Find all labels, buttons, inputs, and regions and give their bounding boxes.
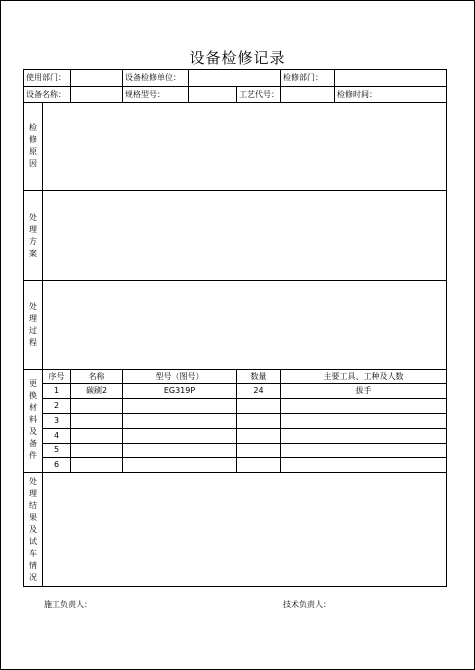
use-department-label: 使用部门：: [26, 73, 66, 82]
technical-lead-label: 技术负责人：: [283, 600, 331, 609]
repair-unit-label: 设备检修单位：: [125, 73, 181, 82]
parts-row-2-no: 2: [53, 401, 60, 410]
section-label-reason: 检修原因: [29, 123, 37, 168]
parts-header-model: 型号（图号）: [155, 372, 204, 381]
section-label-result: 处理结果及试车情况: [29, 477, 37, 582]
parts-row-1-tools: 拔手: [355, 386, 372, 395]
parts-header-name: 名称: [88, 372, 105, 381]
section-label-plan: 处理方案: [29, 213, 37, 258]
section-label-process: 处理过程: [29, 302, 37, 347]
section-label-parts: 更换材料及备件: [29, 379, 37, 460]
parts-row-1-no: 1: [53, 386, 60, 395]
spec-model-label: 规格型号：: [125, 90, 165, 99]
parts-header-no: 序号: [48, 372, 65, 381]
parts-row-6-no: 6: [53, 460, 60, 469]
parts-row-1-model: EG319P: [163, 386, 196, 395]
construction-lead-label: 施工负责人：: [44, 600, 92, 609]
parts-row-1-qty: 24: [253, 386, 264, 395]
parts-row-5-no: 5: [53, 445, 60, 454]
parts-row-4-no: 4: [53, 431, 60, 440]
parts-row-1-name: 碳刷2: [85, 386, 108, 395]
parts-header-qty: 数量: [250, 372, 267, 381]
equipment-name-label: 设备名称：: [26, 90, 66, 99]
repair-department-label: 检修部门：: [283, 73, 323, 82]
parts-row-3-no: 3: [53, 416, 60, 425]
parts-header-tools: 主要工具、工种及人数: [323, 372, 404, 381]
process-code-label: 工艺代号：: [239, 90, 279, 99]
document-title: 设备检修记录: [189, 49, 286, 67]
repair-time-label: 检修时间：: [337, 90, 377, 99]
